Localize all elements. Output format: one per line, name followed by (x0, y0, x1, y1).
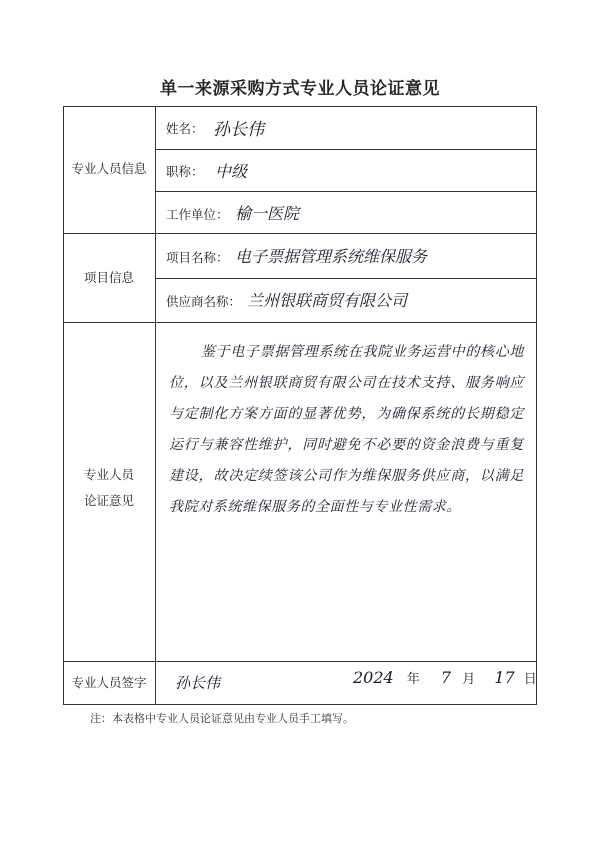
certification-form (63, 106, 537, 705)
signature-value: 孙长伟 (175, 674, 221, 692)
section-label-expert-info: 专业人员信息 (71, 161, 147, 176)
form-border-top (63, 106, 537, 107)
signature-date (353, 668, 537, 687)
supplier-label: 供应商名称： (166, 294, 242, 309)
opinion-text: 鉴于电子票据管理系统在我院业务运营中的核心地位，以及兰州银联商贸有限公司在技术支持、服务响应与定制化方案方面的显著优势，为确保系统的长期稳定运行与兼容性维护，同时避免不必要的资金浪费与重复建设，故决定续签该公司作为维保服务供应商，以满足我院对系统维保服务的全面性与专业性需求。 (169, 344, 524, 515)
divider-opinion-signature (63, 661, 537, 662)
project-name-value: 电子票据管理系统维保服务 (235, 247, 428, 266)
date-day-unit: 日 (523, 672, 537, 687)
date-month: 7 (440, 668, 452, 687)
project-name-label: 项目名称： (166, 250, 229, 265)
divider-project-supplier (155, 278, 537, 279)
date-year-unit: 年 (406, 672, 420, 687)
employer-value: 榆一医院 (235, 204, 300, 223)
form-title: 单一来源采购方式专业人员论证意见 (160, 79, 440, 99)
date-day: 17 (494, 668, 515, 687)
date-year: 2024 (353, 668, 394, 687)
divider-project-opinion (63, 322, 537, 323)
supplier-value: 兰州银联商贸有限公司 (247, 291, 408, 310)
divider-expert-project (63, 233, 537, 234)
opinion-label-line1: 专业人员 (83, 467, 134, 482)
column-divider (155, 106, 156, 705)
section-label-signature: 专业人员签字 (71, 675, 147, 690)
date-month-unit: 月 (462, 672, 476, 687)
opinion-label-line2: 论证意见 (83, 493, 134, 508)
divider-name-title (155, 149, 537, 150)
name-value: 孙长伟 (213, 120, 264, 140)
form-border-right (536, 106, 537, 705)
form-border-bottom (63, 704, 537, 705)
form-footnote: 注：本表格中专业人员论证意见由专业人员手工填写。 (90, 712, 354, 725)
form-border-left (63, 106, 64, 705)
employer-label: 工作单位： (166, 207, 229, 222)
divider-title-employer (155, 191, 537, 192)
section-label-project-info: 项目信息 (83, 270, 134, 285)
section-label-opinion (63, 462, 155, 514)
title-label: 职称： (166, 164, 204, 179)
name-label: 姓名： (166, 121, 204, 136)
title-value: 中级 (215, 162, 248, 181)
